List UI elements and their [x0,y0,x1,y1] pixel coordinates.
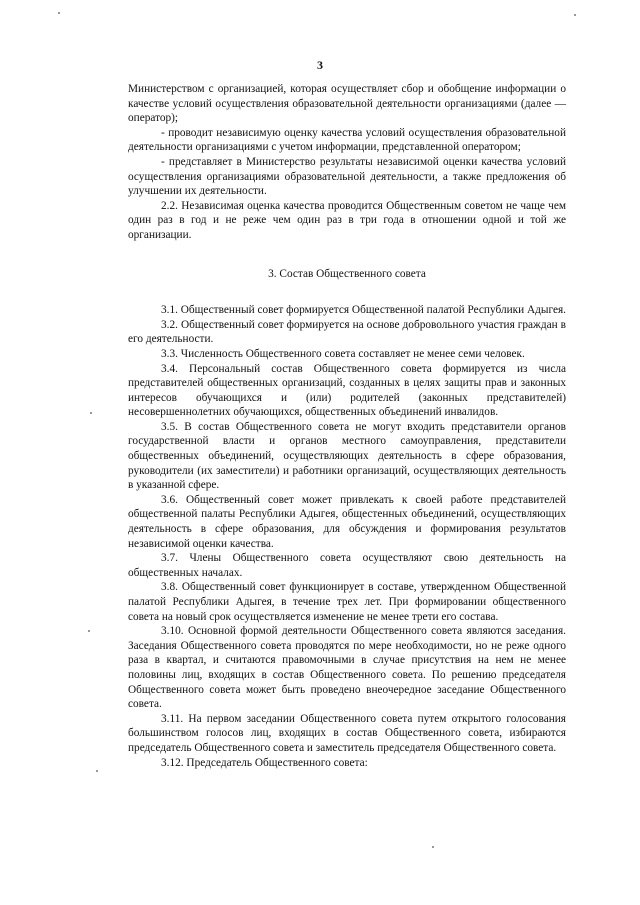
paragraph: 3.2. Общественный совет формируется на основе добровольного участия граждан в его деятельности. [128,318,566,346]
scan-speck [96,770,98,772]
scan-speck [574,14,576,16]
paragraph: 3.5. В состав Общественного совета не могут входить представители органов государственной власти и органов местного самоуправления, представители общественных объединений, осуществляющих деятельность в сфере образования, руководители (их заместители) и работники организаций, осуществляющих деятельность в указанной сфере. [128,420,566,492]
scan-speck [432,846,434,848]
bullet-item: - представляет в Министерство результаты независимой оценки качества условий осуществления организациями образовательной деятельности, а также предложения об улучшении их деятельности. [128,155,566,198]
document-body [128,82,566,770]
paragraph: 3.11. На первом заседании Общественного совета путем открытого голосования большинством голосов лиц, входящих в состав Общественного совета, избираются председатель Общественного совета и заместитель председателя Общественного совета. [128,712,566,754]
paragraph: 3.4. Персональный состав Общественного совета формируется из числа представителей общественных организаций, созданных в целях защиты прав и законных интересов обучающихся и (или) родителей (законных представителей) несовершеннолетних обучающихся, общественных объединений инвалидов. [128,362,566,419]
paragraph: 3.1. Общественный совет формируется Общественной палатой Республики Адыгея. [161,304,566,317]
paragraph: 3.8. Общественный совет функционирует в составе, утвержденном Общественной палатой Республики Адыгея, в течение трех лет. При формировании общественного совета на новый срок осуществляется изменение не менее трети его состава. [128,581,566,623]
section-heading: 3. Состав Общественного совета [268,267,426,280]
paragraph: 3.10. Основной формой деятельности Общественного совета являются заседания. Заседания Общественного совета проводятся по мере необходимости, но не реже одного раза в квартал, и считаются правомочными в случае присутствия на нем не менее половины лиц, входящих в состав Общественного совета. По решению председателя Общественного совета может быть проведено внеочередное заседание Общественного совета. [128,625,566,711]
paragraph: 3.3. Численность Общественного совета составляет не менее семи человек. [161,347,525,360]
scan-speck [88,630,90,632]
scan-speck [58,12,60,14]
paragraph: 3.7. Члены Общественного совета осуществляют свою деятельность на общественных началах. [128,552,566,579]
scan-speck [90,412,92,414]
paragraph: 3.6. Общественный совет может привлекать к своей работе представителей общественной палаты Республики Адыгея, общестенных объединений, осуществляющих деятельность в сфере образования, для обсуждения и формирования результатов независимой оценки качества. [128,493,566,550]
paragraph: 3.12. Председатель Общественного совета: [161,756,368,769]
bullet-item: - проводит независимую оценку качества условий осуществления образовательной деятельности организациями с учетом информации, представленной оператором; [128,126,566,154]
paragraph: Министерством с организацией, которая осуществляет сбор и обобщение информации о качестве условий осуществления образовательной деятельности организациями (далее — оператор); [128,83,566,125]
page-number: 3 [317,58,323,72]
paragraph: 2.2. Независимая оценка качества проводится Общественным советом не чаще чем один раз в год и не реже чем один раз в три года в отношении одной и той же организации. [128,199,566,241]
